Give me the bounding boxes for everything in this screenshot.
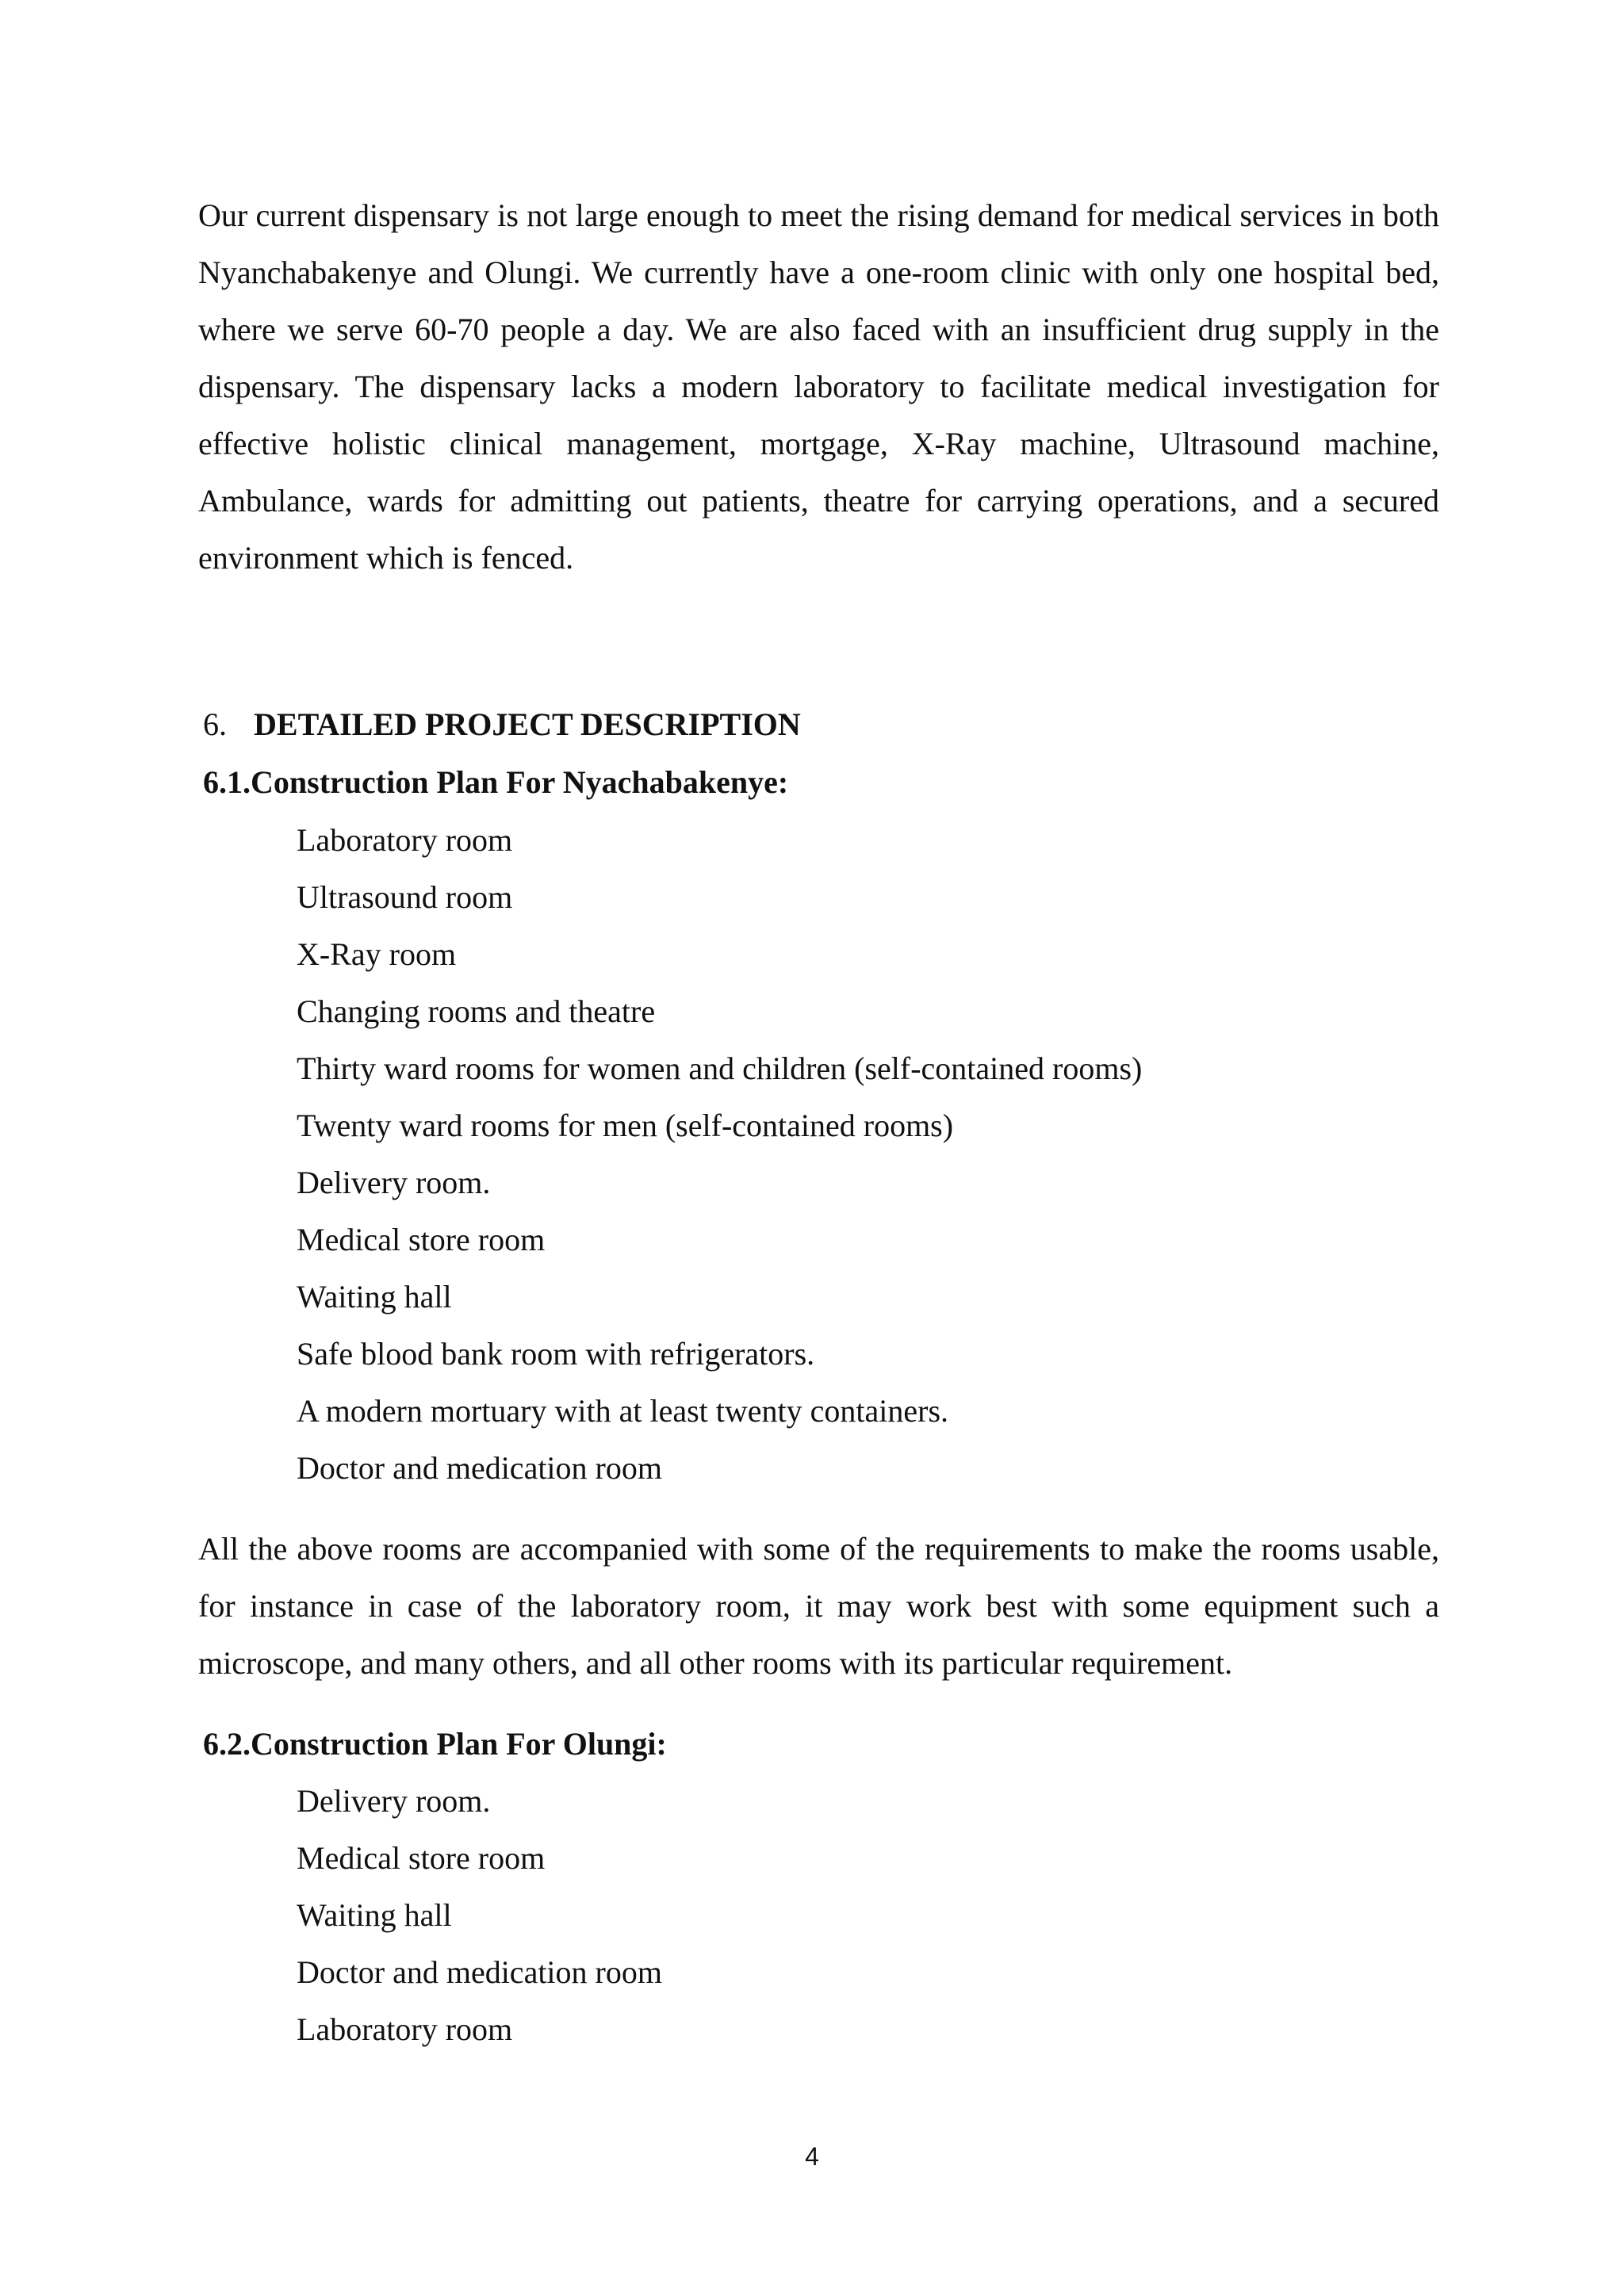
subsection-heading-nyachabakenye: 6.1.Construction Plan For Nyachabakenye: <box>203 764 789 800</box>
list-item-text: Doctor and medication room <box>297 1450 662 1486</box>
section-heading <box>203 696 801 753</box>
list-item-text: A modern mortuary with at least twenty containers. <box>297 1393 949 1429</box>
list-item-text: Thirty ward rooms for women and children (self-contained rooms) <box>297 1050 1143 1086</box>
list-item-text: Safe blood bank room with refrigerators. <box>297 1336 815 1372</box>
list-item-text: Medical store room <box>297 1222 546 1257</box>
list-item-text: Delivery room. <box>297 1165 491 1200</box>
list-item-text: Delivery room. <box>297 1783 491 1819</box>
list-item-text: Doctor and medication room <box>297 1954 662 1990</box>
subsection-heading-olungi: 6.2.Construction Plan For Olungi: <box>203 1726 667 1762</box>
list-item-text: Ultrasound room <box>297 879 513 915</box>
rooms-requirements-paragraph: All the above rooms are accompanied with some of the requirements to make the rooms usable, for instance in case of the laboratory room, it may work best with some equipment such a microscope, and many others, and all other rooms with its particular requirement. <box>198 1531 1439 1681</box>
section-title: DETAILED PROJECT DESCRIPTION <box>254 706 801 742</box>
list-item-text: Waiting hall <box>297 1897 452 1933</box>
section-number: 6. <box>203 706 227 742</box>
list-item-text: Waiting hall <box>297 1279 452 1314</box>
list-item-text: Medical store room <box>297 1840 546 1876</box>
list-item-text: Laboratory room <box>297 2011 513 2047</box>
list-item-text: X-Ray room <box>297 936 457 972</box>
list-item-text: Laboratory room <box>297 822 513 858</box>
list-item-text: Twenty ward rooms for men (self-contained rooms) <box>297 1108 954 1143</box>
list-item-text: Changing rooms and theatre <box>297 993 656 1029</box>
intro-paragraph: Our current dispensary is not large enough to meet the rising demand for medical services in both Nyanchabakenye and Olungi. We currently have a one-room clinic with only one hospital bed, where we serve 60-70 people a day. We are also faced with an insufficient drug supply in the dispensary. The dispensary lacks a modern laboratory to facilitate medical investigation for effective holistic clinical management, mortgage, X-Ray machine, Ultrasound machine, Ambulance, wards for admitting out patients, theatre for carrying operations, and a secured environment which is fenced. <box>198 197 1439 576</box>
page-number: 4 <box>805 2142 819 2171</box>
